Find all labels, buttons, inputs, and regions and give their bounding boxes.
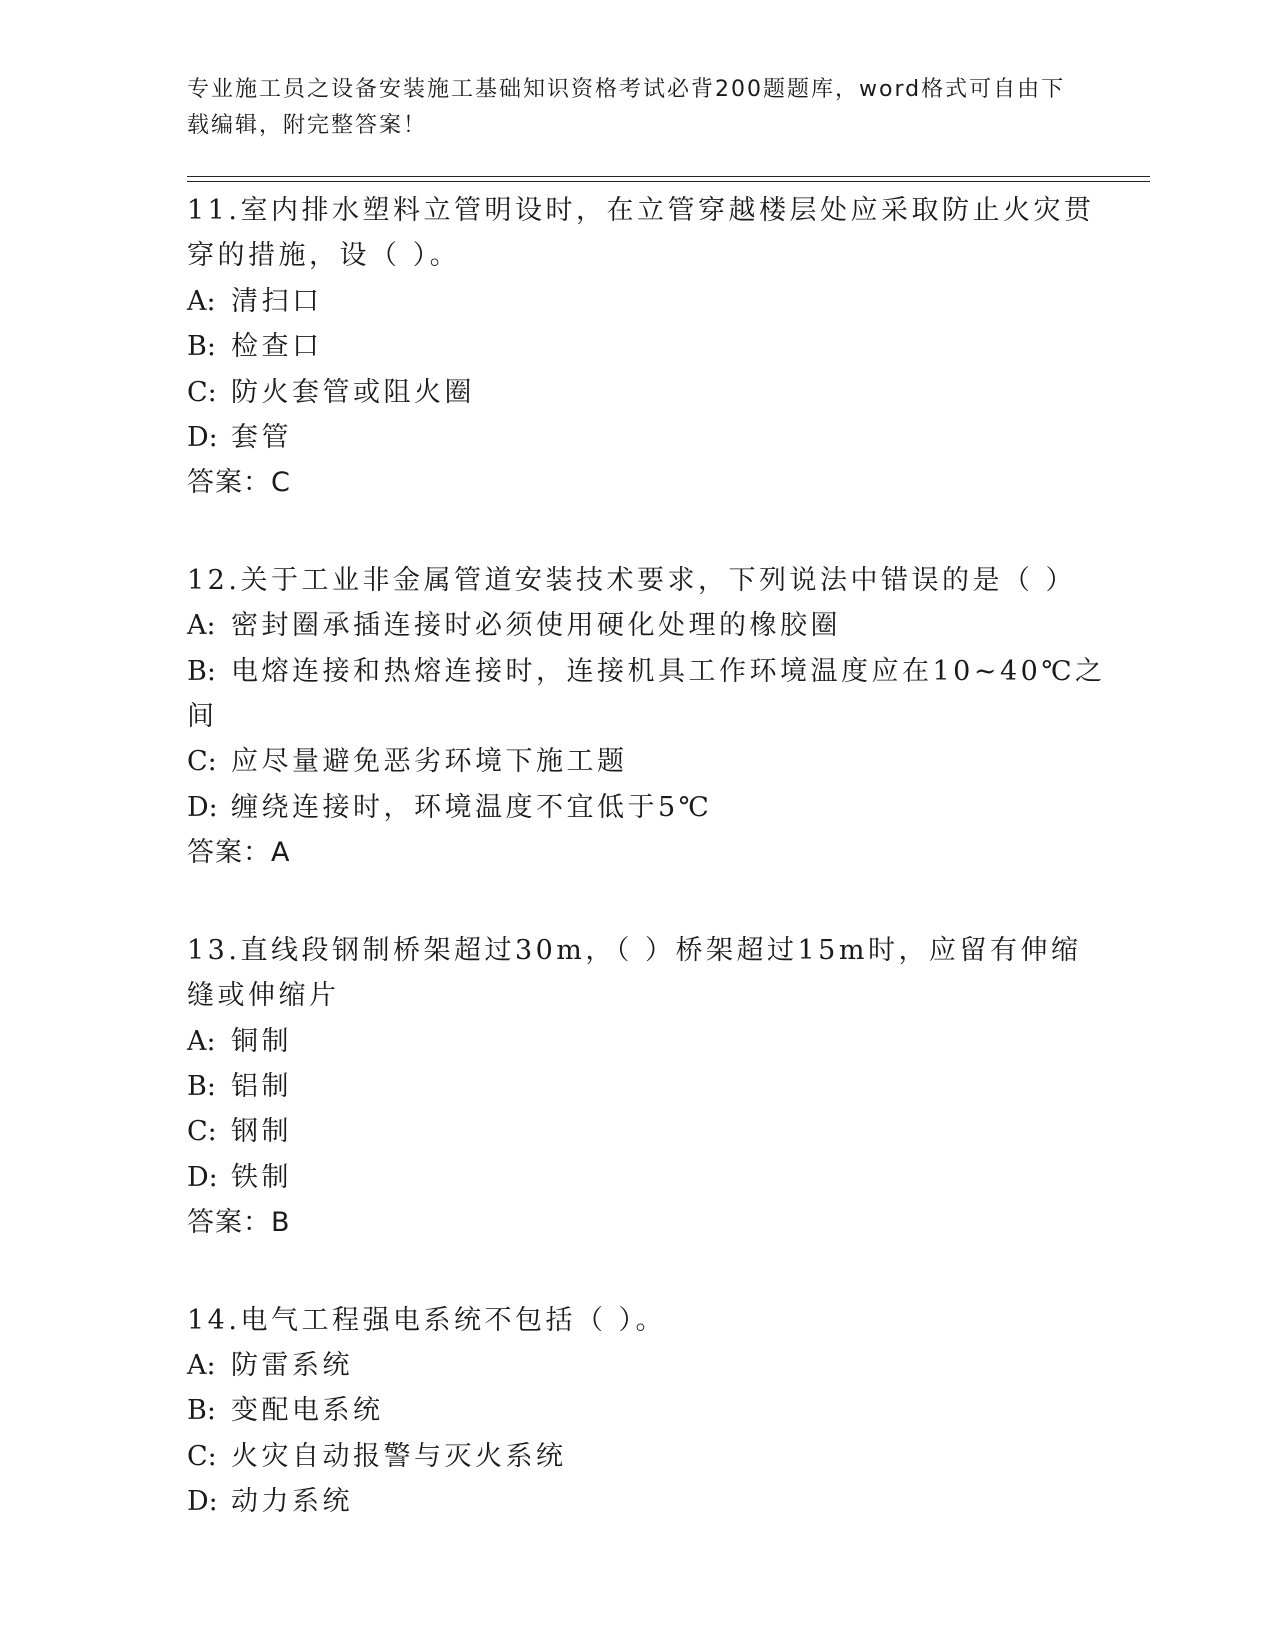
option-key: A: (187, 610, 216, 642)
option-a (187, 1019, 1107, 1064)
option-key: A: (187, 1349, 216, 1381)
option-key: C: (187, 1440, 217, 1472)
option-text: 缠绕连接时，环境温度不宜低于5℃ (231, 791, 713, 823)
option-d (187, 1155, 1107, 1200)
option-text: 动力系统 (231, 1486, 353, 1518)
header-divider-top (187, 176, 1150, 177)
option-text: 检查口 (231, 331, 323, 363)
option-b (187, 1064, 1107, 1109)
option-a (187, 279, 1107, 324)
option-c (187, 370, 1107, 415)
option-d (187, 415, 1107, 460)
option-key: B: (187, 1395, 216, 1427)
option-text: 变配电系统 (231, 1395, 384, 1427)
option-key: C: (187, 376, 217, 408)
answer-line: 答案：B (187, 1207, 291, 1239)
question-stem: 12.关于工业非金属管道安装技术要求，下列说法中错误的是（ ） (187, 564, 1077, 596)
question-13 (187, 928, 1107, 1246)
header-divider-bottom (187, 181, 1150, 182)
question-stem: 14.电气工程强电系统不包括（ ）。 (187, 1304, 667, 1336)
question-11 (187, 188, 1107, 506)
option-text: 火灾自动报警与灭火系统 (231, 1440, 567, 1472)
question-stem: 13.直线段钢制桥架超过30m，（ ）桥架超过15m时，应留有伸缩缝或伸缩片 (187, 934, 1082, 1012)
option-key: B: (187, 1070, 216, 1102)
option-b (187, 649, 1107, 740)
document-header: 专业施工员之设备安装施工基础知识资格考试必背200题题库，word格式可自由下载编辑，附完整答案！ (187, 77, 1066, 138)
option-text: 套管 (231, 422, 292, 454)
option-b (187, 1388, 1107, 1433)
answer-line: 答案：A (187, 837, 291, 869)
option-text: 铜制 (231, 1025, 292, 1057)
question-14 (187, 1298, 1107, 1525)
option-text: 铁制 (231, 1161, 292, 1193)
option-c (187, 739, 1107, 784)
option-a (187, 1343, 1107, 1388)
option-key: A: (187, 285, 216, 317)
option-text: 电熔连接和热熔连接时，连接机具工作环境温度应在10~40℃之间 (187, 655, 1106, 733)
option-key: C: (187, 1116, 217, 1148)
option-c (187, 1109, 1107, 1154)
option-text: 应尽量避免恶劣环境下施工题 (231, 746, 628, 778)
option-text: 铝制 (231, 1070, 292, 1102)
option-text: 密封圈承插连接时必须使用硬化处理的橡胶圈 (231, 610, 841, 642)
option-key: D: (187, 791, 218, 823)
option-d (187, 785, 1107, 830)
option-key: C: (187, 746, 217, 778)
option-text: 防雷系统 (231, 1349, 353, 1381)
option-a (187, 603, 1107, 648)
option-key: D: (187, 422, 218, 454)
option-key: A: (187, 1025, 216, 1057)
option-b (187, 324, 1107, 369)
option-key: B: (187, 331, 216, 363)
option-d (187, 1479, 1107, 1524)
question-stem: 11.室内排水塑料立管明设时，在立管穿越楼层处应采取防止火灾贯穿的措施，设（ ）。 (187, 195, 1095, 272)
option-key: B: (187, 655, 216, 687)
answer-line: 答案：C (187, 467, 291, 499)
question-list (187, 188, 1107, 1525)
option-key: D: (187, 1161, 218, 1193)
option-text: 防火套管或阻火圈 (231, 376, 475, 408)
option-key: D: (187, 1486, 218, 1518)
question-12 (187, 558, 1107, 876)
option-c (187, 1434, 1107, 1479)
option-text: 清扫口 (231, 285, 323, 317)
option-text: 钢制 (231, 1116, 292, 1148)
